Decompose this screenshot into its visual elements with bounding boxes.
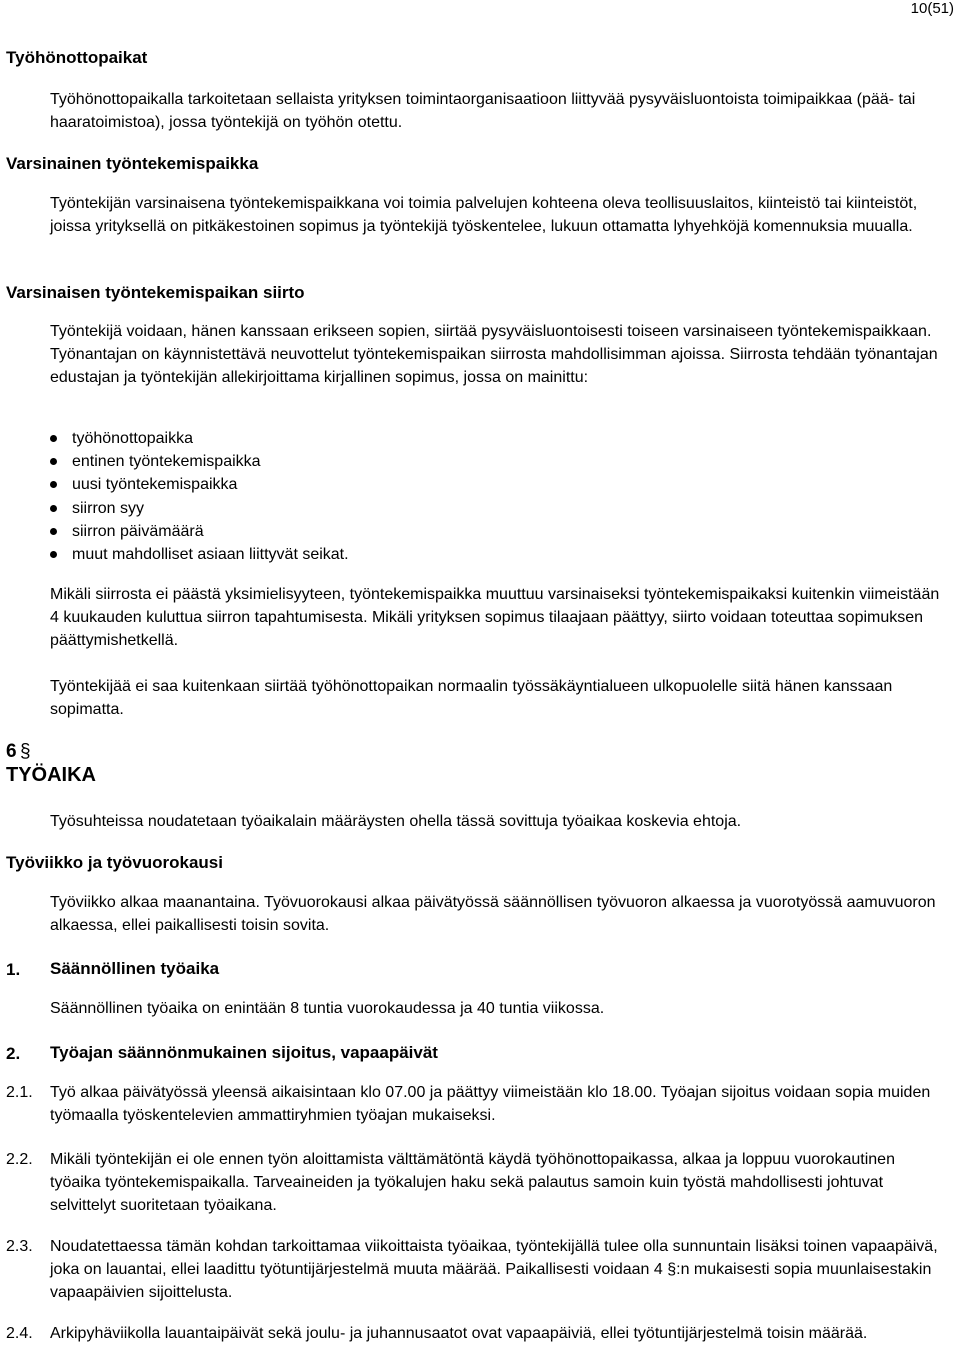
list-item-text: muut mahdolliset asiaan liittyvät seikat.	[72, 546, 349, 564]
subitem-text: Arkipyhäviikolla lauantaipäivät sekä joulu- ja juhannusaatot ovat vapaapäiviä, ellei työtuntijärjestelmä toisin määrää.	[50, 1325, 868, 1342]
list-item	[50, 497, 349, 520]
subitem-text: Mikäli työntekijän ei ole ennen työn aloittamista välttämätöntä käydä työhönottopaikassa, alkaa ja loppuu vuorokautinen työaika työntekemispaikalla. Tarveaineiden ja työkalujen haku sekä palautus samoin kuin työstä mahdollisesti johtuvat selvittelyt suoritetaan työaikana.	[50, 1151, 895, 1214]
paragraph-tyohonottopaikat: Työhönottopaikalla tarkoitetaan sellaista yrityksen toimintaorganisaatioon liittyvää pysyväisluontoista toimipaikkaa (pää- tai haaratoimistoa), jossa työntekijä on työhön otettu.	[50, 91, 916, 131]
list-item-text: siirron päivämäärä	[72, 522, 204, 540]
section-title-tyoaika: TYÖAIKA	[6, 764, 96, 786]
subitem-text: Noudatettaessa tämän kohdan tarkoittamaa viikoittaista työaikaa, työntekijällä tulee olla sunnuntain lisäksi toinen vapaapäivä, joka on lauantai, ellei laadittu työtuntijärjestelmä muuta määrää. Paikallisesti voidaan 4 §:n mukaisesti sopia muunlaisestakin vapaapäivien sijoittelusta.	[50, 1238, 938, 1301]
subitem-number: 2.3.	[6, 1238, 33, 1255]
list-item	[50, 450, 349, 473]
item-number-1: 1.	[6, 960, 21, 979]
item-number-2: 2.	[6, 1044, 21, 1063]
siirto-bullet-list	[50, 427, 349, 566]
heading-tyoajan-sijoitus: Työajan säännönmukainen sijoitus, vapaapäivät	[50, 1043, 438, 1062]
heading-tyohonottopaikat: Työhönottopaikat	[6, 48, 148, 67]
bullet-icon	[50, 481, 57, 488]
section-sign: §	[20, 741, 31, 762]
paragraph-siirto-tyossakayntialue: Työntekijää ei saa kuitenkaan siirtää työhönottopaikan normaalin työssäkäyntialueen ulkopuolelle siitä hänen kanssaan sopimatta.	[50, 678, 893, 718]
list-item	[50, 543, 349, 566]
paragraph-siirto-yksimielisyys: Mikäli siirrosta ei päästä yksimielisyyteen, työntekemispaikka muuttuu varsinaiseksi työntekemispaikaksi kuitenkin viimeistään 4 kuukauden kuluttua siirron tapahtumisesta. Mikäli yrityksen sopimus tilaajaan päättyy, siirto voidaan toteuttaa sopimuksen päättymishetkellä.	[50, 586, 940, 649]
subitem-number: 2.2.	[6, 1151, 33, 1168]
section-number: 6	[6, 741, 17, 762]
bullet-icon	[50, 458, 57, 465]
list-item-text: uusi työntekemispaikka	[72, 476, 238, 494]
heading-tyontekemispaikan-siirto: Varsinaisen työntekemispaikan siirto	[6, 283, 305, 302]
list-item	[50, 520, 349, 543]
paragraph-saannollinen-tyoaika: Säännöllinen työaika on enintään 8 tuntia vuorokaudessa ja 40 tuntia viikossa.	[50, 1000, 605, 1017]
list-item	[50, 473, 349, 496]
list-item-text: työhönottopaikka	[72, 430, 193, 447]
bullet-icon	[50, 505, 57, 512]
paragraph-siirto-intro: Työntekijä voidaan, hänen kanssaan erikseen sopien, siirtää pysyväisluontoisesti toiseen varsinaiseen työntekemispaikkaan. Työnantajan on käynnistettävä neuvottelut työntekemispaikan siirrosta mahdollisimman ajoissa. Siirrosta tehdään työnantajan edustajan ja työntekijän allekirjoittama kirjallinen sopimus, jossa on mainittu:	[50, 323, 938, 386]
list-item-text: entinen työntekemispaikka	[72, 453, 261, 471]
subitem-text: Työ alkaa päivätyössä yleensä aikaisintaan klo 07.00 ja päättyy viimeistään klo 18.00. Työajan sijoitus voidaan sopia muiden työmaalla työskentelevien ammattiryhmien työajan mukaiseksi.	[50, 1084, 931, 1124]
list-item	[50, 427, 349, 450]
paragraph-varsinainen-tyontekemispaikka: Työntekijän varsinaisena työntekemispaikkana voi toimia palvelujen kohteena oleva teollisuuslaitos, kiinteistö tai kiinteistöt, joissa yrityksellä on pitkäkestoinen sopimus ja työntekijä työskentelee, lukuun ottamatta lyhyehköjä komennuksia muualla.	[50, 195, 918, 235]
bullet-icon	[50, 528, 57, 535]
bullet-icon	[50, 435, 57, 442]
list-item-text: siirron syy	[72, 499, 145, 517]
subitem-number: 2.4.	[6, 1325, 33, 1342]
heading-saannollinen-tyoaika: Säännöllinen työaika	[50, 959, 220, 978]
heading-varsinainen-tyontekemispaikka: Varsinainen työntekemispaikka	[6, 154, 259, 173]
paragraph-tyoviikko: Työviikko alkaa maanantaina. Työvuorokausi alkaa päivätyössä säännöllisen työvuoron alkaessa ja vuorotyössä aamuvuoron alkaessa, ellei paikallisesti toisin sovita.	[50, 894, 936, 934]
page-number: 10(51)	[910, 0, 954, 17]
bullet-icon	[50, 551, 57, 558]
heading-tyoviikko: Työviikko ja työvuorokausi	[6, 853, 223, 872]
paragraph-tyoaika-intro: Työsuhteissa noudatetaan työaikalain määräysten ohella tässä sovittuja työaikaa koskevia ehtoja.	[50, 813, 742, 830]
subitem-number: 2.1.	[6, 1084, 33, 1101]
